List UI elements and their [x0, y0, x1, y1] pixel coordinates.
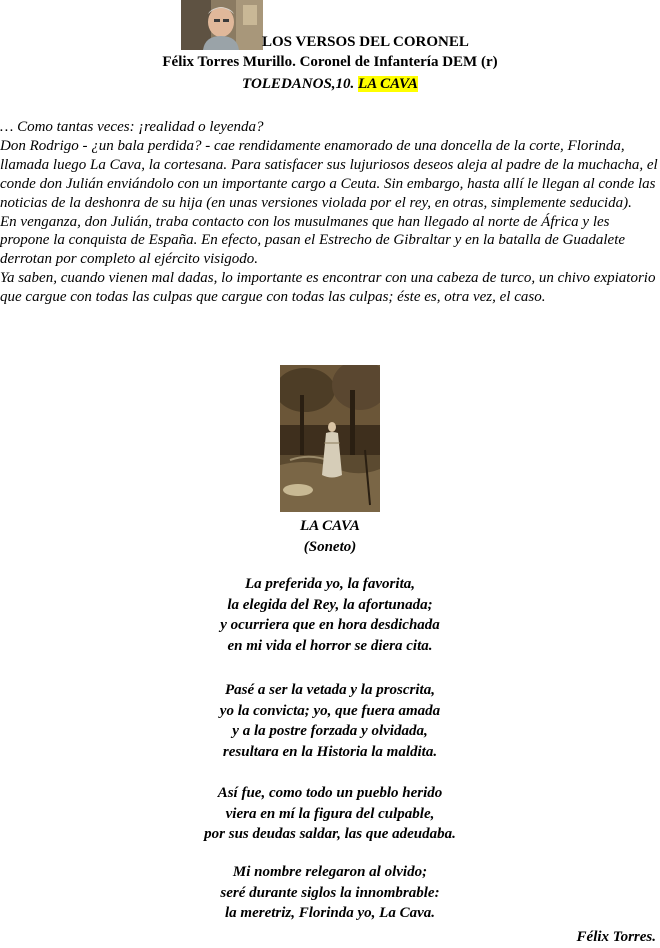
intro-paragraph: En venganza, don Julián, traba contacto con los musulmanes que han llegado al norte de África y les propone la conquista de España. En efecto, pasan el Estrecho de Gibraltar y en la batalla de Guadalete derrotan por completo al ejército visigodo.: [0, 213, 626, 268]
author-photo: [181, 0, 263, 50]
signature: Félix Torres.: [576, 929, 656, 945]
poem-verse: y a la postre forzada y olvidada,: [232, 723, 428, 739]
poem-stanza-2: [0, 680, 660, 762]
la-cava-painting: [280, 365, 380, 512]
poem-verse: Así fue, como todo un pueblo herido: [217, 785, 443, 801]
poem-verse: la meretriz, Florinda yo, La Cava.: [225, 905, 435, 921]
author-photo-graphic: [181, 0, 263, 50]
poem-verse: la elegida del Rey, la afortunada;: [227, 596, 433, 613]
intro-text: [0, 118, 660, 307]
intro-paragraph: Ya saben, cuando vienen mal dadas, lo importante es encontrar con una cabeza de turco, un chivo expiatorio que cargue con todas las culpas que cargue con todas las culpas; éste es, otra vez, el caso.: [0, 270, 656, 306]
painting-graphic: [280, 365, 380, 512]
poem-stanza-3: [0, 783, 660, 845]
poem-stanza-1: [0, 574, 660, 656]
poem-verse: por sus deudas saldar, las que adeudaba.: [204, 826, 456, 842]
series-line: [0, 75, 660, 93]
poem-title: LA CAVA: [300, 518, 360, 534]
poem-verse: seré durante siglos la innombrable:: [220, 884, 440, 901]
intro-paragraph: … Como tantas veces: ¡realidad o leyenda?: [0, 119, 264, 135]
series-prefix: TOLEDANOS,10.: [242, 76, 359, 92]
poem-verse: en mi vida el horror se diera cita.: [227, 637, 433, 654]
page-title: LOS VERSOS DEL CORONEL: [262, 34, 469, 50]
poem-verse: Mi nombre relegaron al olvido;: [232, 864, 428, 880]
poem-subtitle: (Soneto): [303, 539, 357, 555]
poem-verse: La preferida yo, la favorita,: [245, 576, 415, 592]
series-highlight: LA CAVA: [358, 76, 418, 92]
poem-verse: y ocurriera que en hora desdichada: [220, 617, 440, 633]
poem-verse: resultara en la Historia la maldita.: [222, 743, 438, 760]
poem-stanza-4: [0, 862, 660, 924]
poem-verse: Pasé a ser la vetada y la proscrita,: [225, 682, 435, 698]
poem-verse: viera en mí la figura del culpable,: [225, 805, 435, 822]
intro-paragraph: Don Rodrigo - ¿un bala perdida? - cae rendidamente enamorado de una doncella de la corte, Florinda, llamada luego La Cava, la cortesana. Para satisfacer sus lujuriosos deseos aleja al padre de la muchacha, el conde don Julián enviándolo con un importante cargo a Ceuta. Sin embargo, hasta allí le llegan al conde las noticias de la deshonra de su hija (en unas versiones violada por el rey, en otras, simplemente seducida).: [0, 137, 658, 211]
author-line: Félix Torres Murillo. Coronel de Infantería DEM (r): [162, 54, 498, 70]
poem-verse: yo la convicta; yo, que fuera amada: [219, 702, 441, 719]
